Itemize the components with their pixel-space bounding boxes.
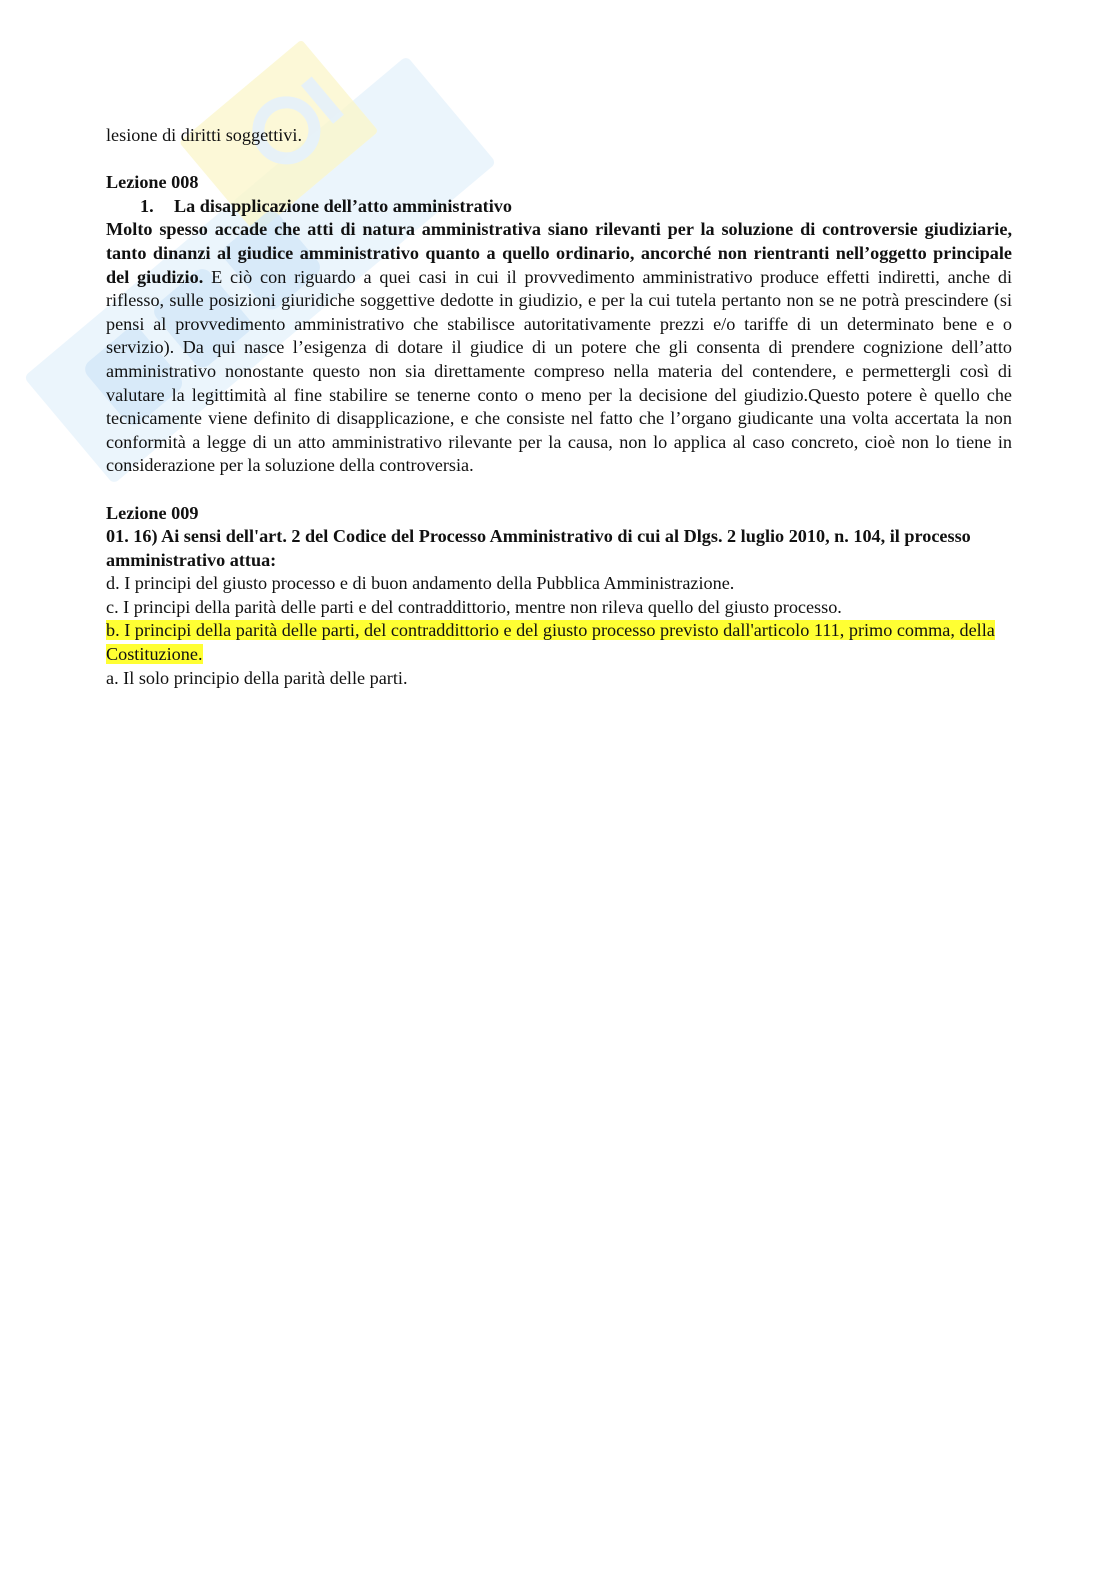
lesson-008-bold-lead: Molto spesso accade che atti di natura amministrativa siano rilevanti per la soluzione di controversie giudiziarie, tanto dinanzi al giudice amministrativo quanto a quello ordinario, ancorché non rientranti nell’oggetto principale del giudizio. bbox=[106, 219, 1012, 287]
answer-option-d: d. I principi del giusto processo e di buon andamento della Pubblica Amministrazione. bbox=[106, 573, 735, 594]
document-page bbox=[106, 124, 1012, 690]
lesson-009-heading: Lezione 009 bbox=[106, 502, 199, 523]
spacer bbox=[106, 148, 1012, 172]
answer-option-a: a. Il solo principio della parità delle parti. bbox=[106, 667, 408, 688]
continuation-text: lesione di diritti soggettivi. bbox=[106, 125, 303, 145]
lesson-008-list-item bbox=[106, 195, 1012, 219]
lesson-008-heading: Lezione 008 bbox=[106, 172, 199, 193]
highlighted-answer: b. I principi della parità delle parti, del contraddittorio e del giusto processo previsto dall'articolo 111, primo comma, della Costituzione. bbox=[106, 620, 995, 665]
answer-option-b-correct bbox=[106, 619, 1012, 666]
lesson-009-question: 01. 16) Ai sensi dell'art. 2 del Codice del Processo Amministrativo di cui al Dlgs. 2 luglio 2010, n. 104, il processo amministrativo attua: bbox=[106, 526, 971, 570]
lesson-008-body-text: E ciò con riguardo a quei casi in cui il provvedimento amministrativo produce effetti indiretti, anche di riflesso, sulle posizioni giuridiche soggettive dedotte in giudizio, e per la cui tutela pertanto non se ne potrà prescindere (si pensi al provvedimento amministrativo che stabilisce autoritativamente prezzi e/o tariffe di un determinato bene e o servizio). Da qui nasce l’esigenza di dotare il giudice di un potere che gli consenta di prendere cognizione dell’atto amministrativo nonostante questo non sia direttamente compreso nella materia del contendere, e permettergli così di valutare la legittimità al fine stabilire se tenerne conto o meno per la decisione del giudizio.Questo potere è quello che tecnicamente viene definito di disapplicazione, e che consiste nel fatto che l’organo giudicante una volta accertata la non conformità a legge di un atto amministrativo rilevante per la causa, non lo applica al caso concreto, cioè non lo tiene in considerazione per la soluzione della controversia. bbox=[106, 266, 1013, 476]
list-item-title: La disapplicazione dell’atto amministrativo bbox=[174, 195, 512, 216]
spacer bbox=[106, 478, 1012, 502]
answer-option-c: c. I principi della parità delle parti e del contraddittorio, mentre non rileva quello del giusto processo. bbox=[106, 596, 842, 617]
list-item-number: 1. bbox=[140, 195, 154, 216]
lesson-008-paragraph bbox=[106, 218, 1012, 478]
